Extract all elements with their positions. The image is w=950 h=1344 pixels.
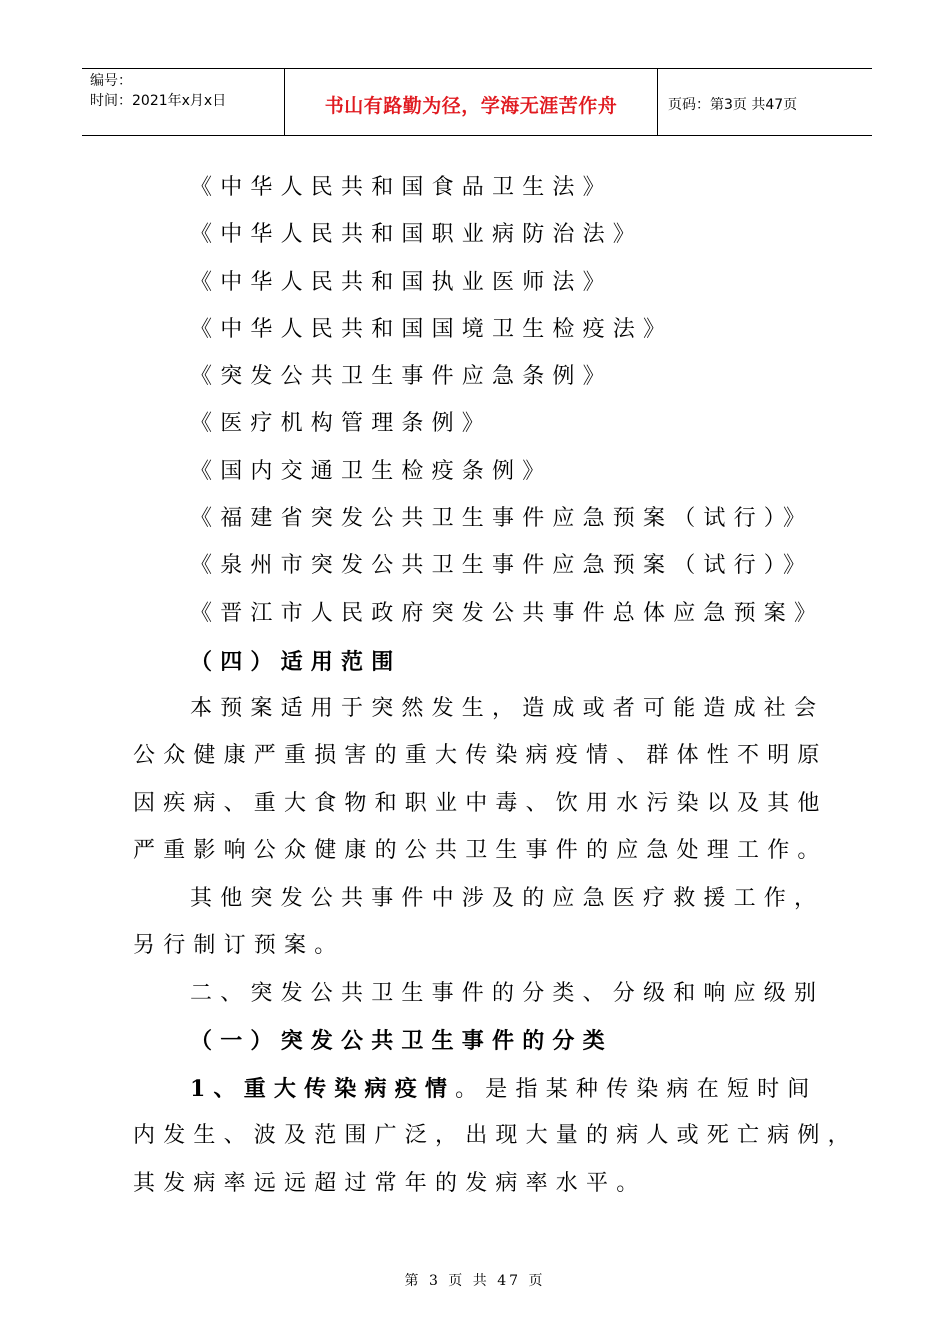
- paragraph-line: 另行制订预案。: [133, 933, 345, 958]
- page-header: [82, 68, 872, 136]
- law-title: 《突发公共卫生事件应急条例》: [190, 364, 613, 389]
- paragraph-line: 严重影响公众健康的公共卫生事件的应急处理工作。: [133, 838, 828, 863]
- paragraph-line: 因疾病、重大食物和职业中毒、饮用水污染以及其他: [133, 791, 828, 816]
- header-meta: [82, 69, 285, 135]
- law-title: 《国内交通卫生检疫条例》: [190, 459, 553, 484]
- law-title: 《中华人民共和国执业医师法》: [190, 270, 613, 295]
- item-lead: 1、重大传染病疫情: [190, 1076, 456, 1102]
- paragraph-line: 其发病率远远超过常年的发病率水平。: [133, 1171, 647, 1196]
- paragraph-line: [190, 1075, 818, 1104]
- paragraph-line: 其他突发公共事件中涉及的应急医疗救援工作，: [190, 886, 825, 911]
- subsection-heading: （一）突发公共卫生事件的分类: [190, 1028, 613, 1054]
- header-motto: 书山有路勤为径，学海无涯苦作舟: [285, 69, 658, 135]
- chapter-heading: 二、突发公共卫生事件的分类、分级和响应级别: [190, 981, 825, 1006]
- law-title: 《中华人民共和国国境卫生检疫法》: [190, 317, 674, 342]
- law-title: 《中华人民共和国职业病防治法》: [190, 222, 644, 247]
- law-title: 《医疗机构管理条例》: [190, 411, 493, 436]
- page-footer: 第 3 页 共 47 页: [404, 1273, 546, 1289]
- document-number-label: 编号：: [90, 73, 132, 89]
- document-time-label: 时间：2021年x月x日: [90, 93, 227, 109]
- section-heading-scope: （四）适用范围: [190, 649, 402, 675]
- paragraph-line: 内发生、波及范围广泛，出现大量的病人或死亡病例，: [133, 1123, 858, 1148]
- header-page-info: 页码：第3页 共47页: [668, 97, 798, 113]
- law-title: 《中华人民共和国食品卫生法》: [190, 175, 613, 200]
- paragraph-line: 公众健康严重损害的重大传染病疫情、群体性不明原: [133, 743, 828, 768]
- law-title: 《福建省突发公共卫生事件应急预案（试行）》: [190, 506, 814, 531]
- item-text: 。是指某种传染病在短时间: [455, 1077, 818, 1102]
- paragraph-line: 本预案适用于突然发生，造成或者可能造成社会: [190, 696, 825, 721]
- law-title: 《泉州市突发公共卫生事件应急预案（试行）》: [190, 553, 814, 578]
- law-title: 《晋江市人民政府突发公共事件总体应急预案》: [190, 601, 825, 626]
